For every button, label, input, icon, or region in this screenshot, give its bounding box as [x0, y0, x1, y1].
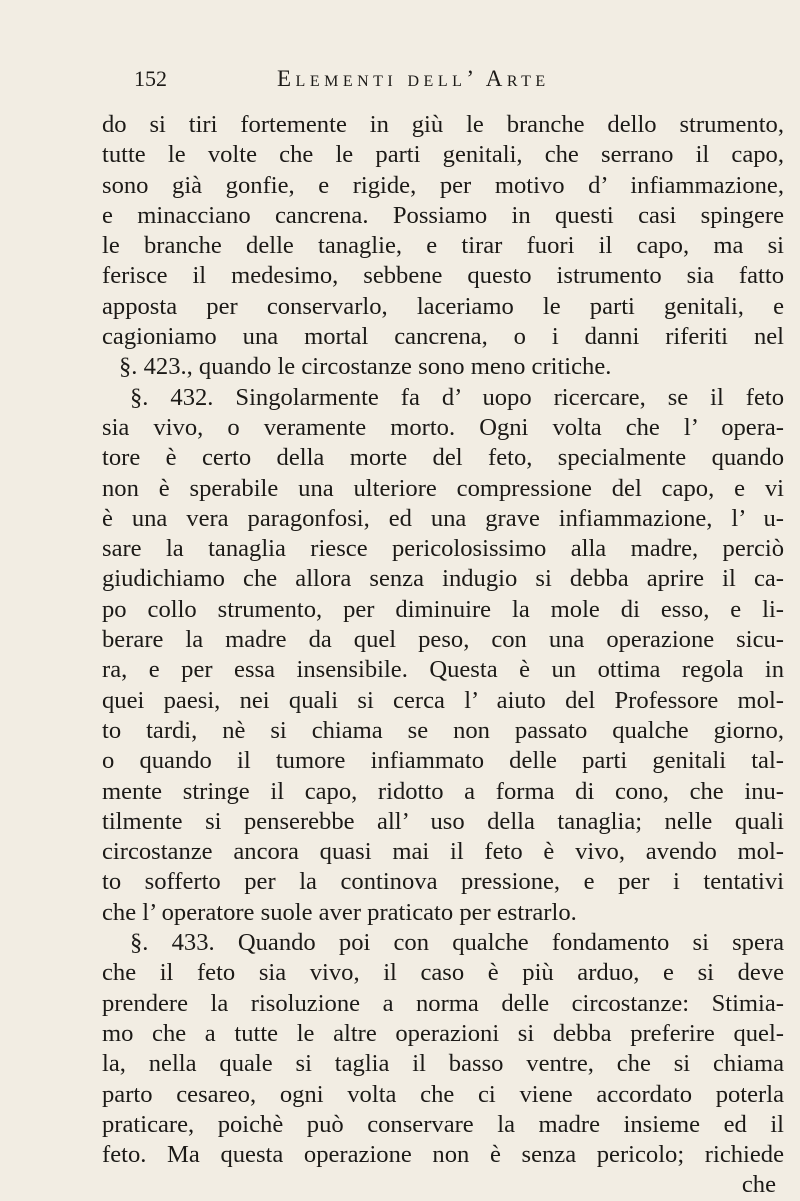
text-line: §. 423., quando le circostanze sono meno critiche. [119, 353, 612, 381]
text-line: §. 432. Singolarmente fa d’ uopo ricercare, se il feto [130, 383, 784, 411]
catchword: che [741, 1171, 776, 1199]
text-line: sono già gonfie, e rigide, per motivo d’ infiammazione, [102, 171, 784, 199]
text-line: tutte le volte che le parti genitali, che serrano il capo, [102, 141, 784, 169]
text-line: o quando il tumore infiammato delle parti genitali tal- [102, 747, 784, 775]
text-line: parto cesareo, ogni volta che ci viene accordato poterla [102, 1080, 784, 1108]
text-line: e minacciano cancrena. Possiamo in questi casi spingere [102, 201, 784, 229]
text-line: tilmente si penserebbe all’ uso della tanaglia; nelle quali [102, 807, 784, 835]
text-line: giudichiamo che allora senza indugio si debba aprire il ca- [102, 565, 784, 593]
text-line: apposta per conservarlo, laceriamo le parti genitali, e [102, 292, 784, 320]
text-line: quei paesi, nei quali si cerca l’ aiuto del Professore mol- [102, 686, 784, 714]
text-line: berare la madre da quel peso, con una operazione sicu- [102, 626, 784, 654]
text-line: do si tiri fortemente in giù le branche dello strumento, [102, 111, 784, 138]
text-line: circostanze ancora quasi mai il feto è vivo, avendo mol- [102, 838, 784, 866]
text-line: feto. Ma questa operazione non è senza pericolo; richiede [102, 1141, 784, 1169]
text-line: mo che a tutte le altre operazioni si debba preferire quel- [102, 1019, 784, 1047]
text-line: non è sperabile una ulteriore compressione del capo, e vi [102, 474, 784, 502]
text-line: mente stringe il capo, ridotto a forma di cono, che inu- [102, 777, 784, 805]
body-text [102, 110, 784, 1201]
text-line: to tardi, nè si chiama se non passato qualche giorno, [102, 716, 784, 744]
text-line: po collo strumento, per diminuire la mole di esso, e li- [102, 595, 784, 623]
text-line: le branche delle tanaglie, e tirar fuori il capo, ma si [102, 232, 784, 260]
text-line: la, nella quale si taglia il basso ventre, che si chiama [102, 1050, 784, 1078]
text-line: che l’ operatore suole aver praticato per estrarlo. [102, 898, 577, 926]
page-number: 152 [134, 66, 167, 91]
text-line: sia vivo, o veramente morto. Ogni volta che l’ opera- [102, 413, 784, 441]
text-line: tore è certo della morte del feto, specialmente quando [102, 444, 784, 472]
page-header [51, 66, 748, 110]
text-line: cagioniamo una mortal cancrena, o i danni riferiti nel [102, 323, 784, 351]
text-line: che il feto sia vivo, il caso è più arduo, e si deve [102, 959, 784, 987]
text-line: prendere la risoluzione a norma delle circostanze: Stimia- [102, 989, 784, 1017]
text-line: to sofferto per la continova pressione, e per i tentativi [102, 868, 784, 896]
text-line: ra, e per essa insensibile. Questa è un ottima regola in [102, 656, 784, 684]
text-line: praticare, poichè può conservare la madre insieme ed il [102, 1110, 784, 1138]
text-line: ferisce il medesimo, sebbene questo istrumento sia fatto [102, 262, 784, 290]
running-title: Elementi dell’ Arte [277, 66, 550, 91]
text-line: è una vera paragonfosi, ed una grave infiammazione, l’ u- [102, 504, 784, 532]
text-line: §. 433. Quando poi con qualche fondamento si spera [130, 929, 784, 957]
text-line: sare la tanaglia riesce pericolosissimo alla madre, perciò [102, 535, 784, 563]
